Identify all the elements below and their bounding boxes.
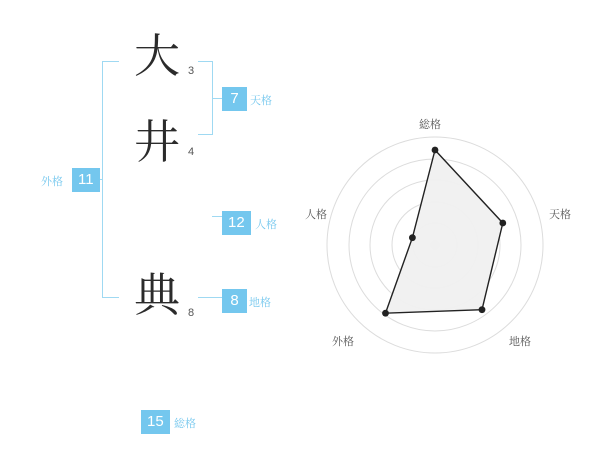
jikaku-bracket-arm bbox=[198, 297, 213, 298]
badge-gaikaku: 11 bbox=[72, 168, 100, 192]
jikaku-bracket-stem bbox=[212, 297, 222, 298]
badge-label-gaikaku: 外格 bbox=[41, 176, 63, 188]
kanji-char-3: 典 bbox=[134, 270, 180, 321]
badge-jikaku: 8 bbox=[222, 289, 247, 313]
tenkaku-bracket-bottom bbox=[198, 134, 213, 135]
stroke-count-3: 8 bbox=[188, 307, 195, 319]
badge-label-jinkaku: 人格 bbox=[255, 219, 277, 231]
jinkaku-bracket-stem bbox=[212, 216, 222, 217]
badge-jinkaku: 12 bbox=[222, 211, 251, 235]
badge-label-tenkaku: 天格 bbox=[250, 95, 272, 107]
radar-axis-label-jinkaku: 人格 bbox=[305, 209, 327, 221]
radar-chart bbox=[305, 119, 571, 375]
stroke-count-1: 3 bbox=[188, 65, 195, 77]
badge-label-jikaku: 地格 bbox=[249, 297, 271, 309]
stroke-count-2: 4 bbox=[188, 146, 195, 158]
kanji-char-1: 大 bbox=[134, 31, 180, 82]
badge-soukaku: 15 bbox=[141, 410, 170, 434]
radar-axis-label-jikaku: 地格 bbox=[509, 336, 531, 348]
badge-tenkaku: 7 bbox=[222, 87, 247, 111]
tenkaku-bracket-stem bbox=[212, 98, 222, 99]
radar-data-polygon bbox=[386, 150, 503, 313]
outer-bracket-top bbox=[102, 61, 119, 62]
radar-axis-label-tenkaku: 天格 bbox=[549, 209, 571, 221]
kanji-char-2: 井 bbox=[134, 117, 180, 168]
tenkaku-bracket-top bbox=[198, 61, 213, 62]
badge-label-soukaku: 総格 bbox=[174, 418, 196, 430]
radar-axis-label-soukaku: 総格 bbox=[419, 119, 441, 131]
outer-bracket-bottom bbox=[102, 297, 119, 298]
radar-axis-label-gaikaku: 外格 bbox=[332, 336, 354, 348]
